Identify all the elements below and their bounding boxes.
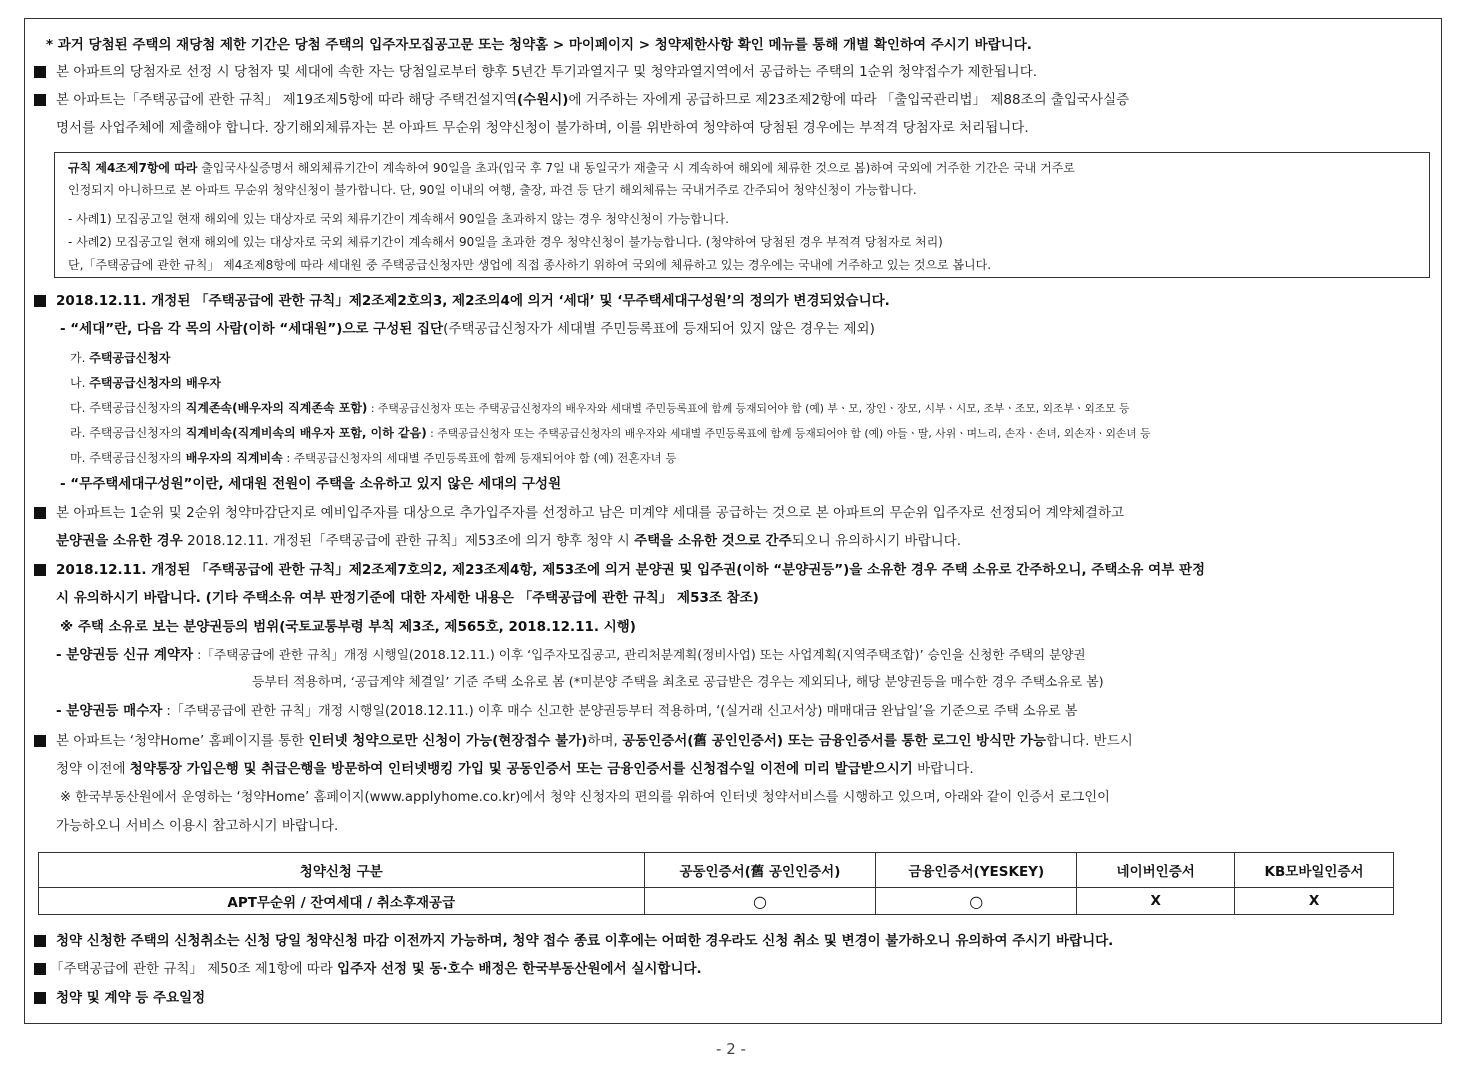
bullet-square xyxy=(34,992,46,1004)
rule-case-2: - 사례2) 모집공고일 현재 해외에 있는 대상자로 국외 체류기간이 계속해서 90일을 초과한 경우 청약신청이 불가능합니다. (청약하여 당첨된 경우 부적격 당첨자로 처리) xyxy=(68,235,943,249)
bullet-square xyxy=(34,935,46,947)
paragraph-presale-rights: 2018.12.11. 개정된 「주택공급에 관한 규칙」제2조제7호의2, 제23조제4항, 제53조에 의거 분양권 및 입주권(이하 “분양권등”)을 소유한 경우 주택 소유로 간주하오니, 주택소유 여부 판정 xyxy=(56,562,1206,578)
paragraph-online-application: 본 아파트는 ‘청약Home’ 홈페이지를 통한 인터넷 청약으로만 신청이 가능(현장접수 불가)하며, 공동인증서(舊 공인인증서) 또는 금융인증서를 통한 로그인 방식만 가능합니다. 반드시 xyxy=(56,733,1133,749)
new-contractor-rule: - 분양권등 신규 계약자 :「주택공급에 관한 규칙」개정 시행일(2018.12.11.) 이후 ‘입주자모집공고, 관리처분계획(정비사업) 또는 사업계획(지역주택조합)’ 승인을 신청한 주택의 분양권 xyxy=(56,647,1086,663)
paragraph-presale: 본 아파트는 1순위 및 2순위 청약마감단지로 예비입주자를 대상으로 추가입주자를 선정하고 남은 미계약 세대를 공급하는 것으로 본 아파트의 무순위 입주자로 선정되어 계약체결하고 xyxy=(56,505,1125,521)
buyer-rule: - 분양권등 매수자 :「주택공급에 관한 규칙」개정 시행일(2018.12.11.) 이후 매수 신고한 분양권등부터 적용하며, ‘(실거래 신고서상) 매매대금 완납일’을 기준으로 주택 소유로 봄 xyxy=(56,703,1078,719)
rule-line-2: 인정되지 아니하므로 본 아파트 무순위 청약신청이 불가합니다. 단, 90일 이내의 여행, 출장, 파견 등 단기 해외체류는 국내거주로 간주되어 청약신청이 가능합니다. xyxy=(68,183,917,197)
item-ga: 가. 주택공급신청자 xyxy=(70,351,171,365)
table-header: 네이버인증서 xyxy=(1077,853,1235,888)
bullet-square xyxy=(34,507,46,519)
table-header: 금융인증서(YESKEY) xyxy=(876,853,1077,888)
definition-heading: 2018.12.11. 개정된 「주택공급에 관한 규칙」제2조제2호의3, 제2조의4에 의거 ‘세대’ 및 ‘무주택세대구성원’의 정의가 변경되었습니다. xyxy=(56,293,890,309)
bullet-square xyxy=(34,94,46,106)
rule-line-1: 규칙 제4조제7항에 따라 출입국사실증명서 해외체류기간이 계속하여 90일을 초과(입국 후 7일 내 동일국가 재출국 시 계속하여 해외에 체류한 것으로 봄)하여 국외에 거주한 기간은 국내 거주로 xyxy=(68,161,1075,175)
paragraph-presale-cont: 분양권을 소유한 경우 2018.12.11. 개정된「주택공급에 관한 규칙」제53조에 의거 향후 청약 시 주택을 소유한 것으로 간주되오니 유의하시기 바랍니다. xyxy=(56,533,962,549)
bullet-square xyxy=(34,564,46,576)
table-header: 청약신청 구분 xyxy=(39,853,645,888)
paragraph-cancellation: 청약 신청한 주택의 신청취소는 신청 당일 청약신청 마감 이전까지 가능하며, 청약 접수 종료 이후에는 어떠한 경우라도 신청 취소 및 변경이 불가하오니 유의하여 주시기 바랍니다. xyxy=(56,933,1114,949)
bullet-square xyxy=(34,295,46,307)
schedule-heading: 청약 및 계약 등 주요일정 xyxy=(56,990,206,1006)
table-header: 공동인증서(舊 공인인증서) xyxy=(644,853,876,888)
item-ra: 라. 주택공급신청자의 직계비속(직계비속의 배우자 포함, 이하 같음) : 주택공급신청자 또는 주택공급신청자의 배우자와 세대별 주민등록표에 함께 등재되어야 함 (예) 아들ㆍ딸, 사위ㆍ며느리, 손자ㆍ손녀, 외손자ㆍ외손녀 등 xyxy=(70,426,1151,440)
table-row xyxy=(39,888,1394,915)
table-cell: ○ xyxy=(876,888,1077,915)
page-number: - 2 - xyxy=(716,1040,746,1058)
item-da: 다. 주택공급신청자의 직계존속(배우자의 직계존속 포함) : 주택공급신청자 또는 주택공급신청자의 배우자와 세대별 주민등록표에 함께 등재되어야 함 (예) 부ㆍ모, 장인ㆍ장모, 시부ㆍ시모, 조부ㆍ조모, 외조부ㆍ외조모 등 xyxy=(70,401,1130,415)
restriction-note: * 과거 당첨된 주택의 재당첨 제한 기간은 당첨 주택의 입주자모집공고문 또는 청약홈 > 마이페이지 > 청약제한사항 확인 메뉴를 통해 개별 확인하여 주시기 바랍니다. xyxy=(46,37,1032,53)
table-header-row xyxy=(39,853,1394,888)
paragraph-selection: 「주택공급에 관한 규칙」 제50조 제1항에 따라 입주자 선정 및 동·호수 배정은 한국부동산원에서 실시합니다. xyxy=(50,961,702,977)
item-ma: 마. 주택공급신청자의 배우자의 직계비속 : 주택공급신청자의 세대별 주민등록표에 함께 등재되어야 함 (예) 전혼자녀 등 xyxy=(70,451,677,465)
bullet-square xyxy=(34,66,46,78)
table-cell: APT무순위 / 잔여세대 / 취소후재공급 xyxy=(39,888,645,915)
paragraph-residency-cont: 명서를 사업주체에 제출해야 합니다. 장기해외체류자는 본 아파트 무순위 청약신청이 불가하며, 이를 위반하여 청약하여 당첨된 경우에는 부적격 당첨자로 처리됩니다. xyxy=(56,120,1029,136)
item-na: 나. 주택공급신청자의 배우자 xyxy=(70,376,221,390)
table-header: KB모바일인증서 xyxy=(1235,853,1394,888)
paragraph-winner-restriction: 본 아파트의 당첨자로 선정 시 당첨자 및 세대에 속한 자는 당첨일로부터 향후 5년간 투기과열지구 및 청약과열지역에서 공급하는 주택의 1순위 청약접수가 제한됩니다. xyxy=(56,64,1038,80)
new-contractor-rule-cont: 등부터 적용하며, ‘공급계약 체결일’ 기준 주택 소유로 봄 (*미분양 주택을 최초로 공급받은 경우는 제외되나, 해당 분양권등을 매수한 경우 주택소유로 봄) xyxy=(252,675,1104,690)
scope-note: ※ 주택 소유로 보는 분양권등의 범위(국토교통부령 부칙 제3조, 제565호, 2018.12.11. 시행) xyxy=(60,619,636,635)
bullet-square xyxy=(34,963,46,975)
certificate-table xyxy=(38,852,1394,915)
non-homeowner-definition: - “무주택세대구성원”이란, 세대원 전원이 주택을 소유하고 있지 않은 세대의 구성원 xyxy=(60,476,562,492)
applyhome-note: ※ 한국부동산원에서 운영하는 ‘청약Home’ 홈페이지(www.applyhome.co.kr)에서 청약 신청자의 편의를 위하여 인터넷 청약서비스를 시행하고 있으며, 아래와 같이 인증서 로그인이 xyxy=(60,790,1110,805)
paragraph-online-application-cont: 청약 이전에 청약통장 가입은행 및 취급은행을 방문하여 인터넷뱅킹 가입 및 공동인증서 또는 금융인증서를 신청접수일 이전에 미리 발급받으시기 바랍니다. xyxy=(56,761,974,777)
applyhome-note-cont: 가능하오니 서비스 이용시 참고하시기 바랍니다. xyxy=(56,818,339,834)
bullet-square xyxy=(34,735,46,747)
paragraph-residency: 본 아파트는「주택공급에 관한 규칙」 제19조제5항에 따라 해당 주택건설지역(수원시)에 거주하는 자에게 공급하므로 제23조제2항에 따라 「출입국관리법」 제88조의 출입국사실증 xyxy=(56,92,1130,108)
household-definition: - “세대”란, 다음 각 목의 사람(이하 “세대원”)으로 구성된 집단(주택공급신청자가 세대별 주민등록표에 등재되어 있지 않은 경우는 제외) xyxy=(60,321,875,337)
table-cell: ○ xyxy=(644,888,876,915)
table-cell: X xyxy=(1077,888,1235,915)
table-cell: X xyxy=(1235,888,1394,915)
rule-case-1: - 사례1) 모집공고일 현재 해외에 있는 대상자로 국외 체류기간이 계속해서 90일을 초과하지 않는 경우 청약신청이 가능합니다. xyxy=(68,212,729,226)
paragraph-presale-rights-cont: 시 유의하시기 바랍니다. (기타 주택소유 여부 판정기준에 대한 자세한 내용은 「주택공급에 관한 규칙」 제53조 참조) xyxy=(56,590,759,606)
rule-line-5: 단,「주택공급에 관한 규칙」 제4조제8항에 따라 세대원 중 주택공급신청자만 생업에 직접 종사하기 위하여 국외에 체류하고 있는 경우에는 국내에 거주하고 있는 것으로 봅니다. xyxy=(68,258,992,272)
